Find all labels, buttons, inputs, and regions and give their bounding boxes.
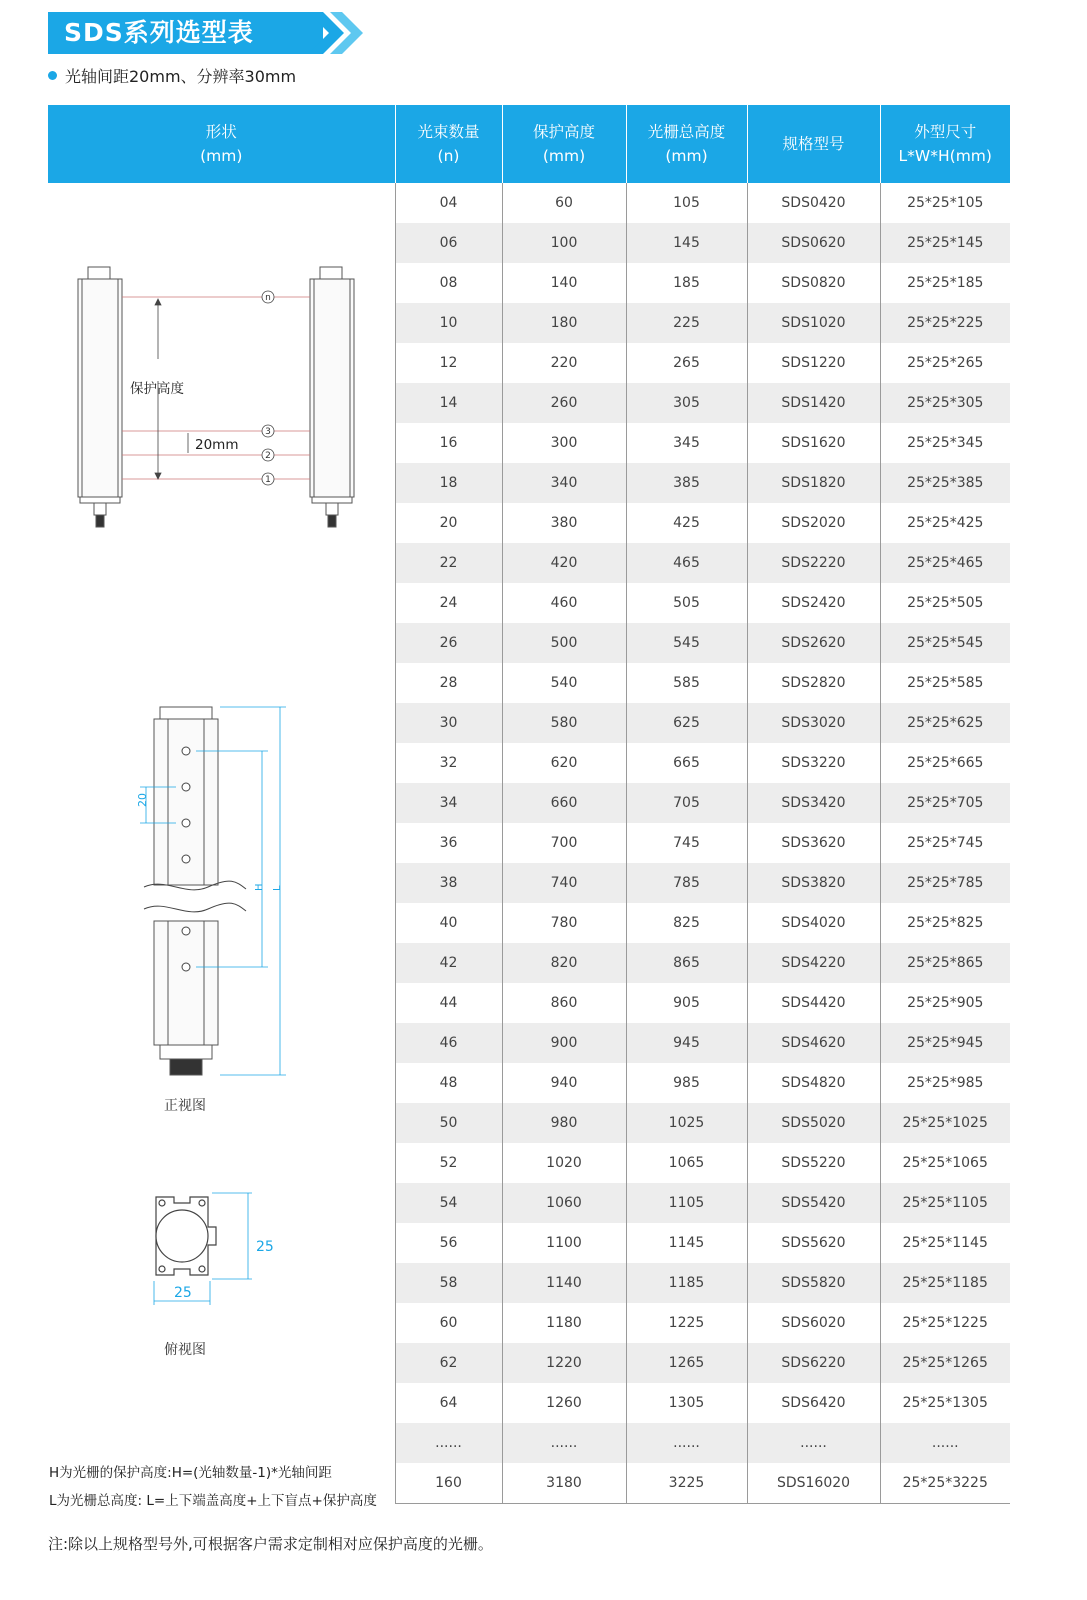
dimensions-cell: 25*25*945 — [880, 1023, 1010, 1063]
dimensions-cell: 25*25*385 — [880, 463, 1010, 503]
total-height-cell: 465 — [626, 543, 747, 583]
beam-count-cell: 40 — [395, 903, 502, 943]
beam-label-2: 2 — [265, 451, 271, 461]
protect-height-cell: 1020 — [502, 1143, 626, 1183]
protect-height-cell: 3180 — [502, 1463, 626, 1504]
top-dim-height: 25 — [256, 1239, 274, 1255]
beam-count-cell: 62 — [395, 1343, 502, 1383]
dimensions-cell: 25*25*1305 — [880, 1383, 1010, 1423]
total-height-cell: 1185 — [626, 1263, 747, 1303]
protect-height-cell: 100 — [502, 223, 626, 263]
protect-height-cell: 460 — [502, 583, 626, 623]
beam-count-cell: 32 — [395, 743, 502, 783]
model-cell: SDS2220 — [747, 543, 880, 583]
model-cell: SDS3820 — [747, 863, 880, 903]
model-cell: SDS5420 — [747, 1183, 880, 1223]
model-cell: SDS3220 — [747, 743, 880, 783]
total-height-cell: 305 — [626, 383, 747, 423]
header-dimensions: 外型尺寸 L*W*H(mm) — [880, 105, 1010, 183]
model-cell: SDS6220 — [747, 1343, 880, 1383]
beam-count-cell: 20 — [395, 503, 502, 543]
model-cell: SDS4420 — [747, 983, 880, 1023]
protect-height-cell: 1180 — [502, 1303, 626, 1343]
protect-height-cell: 140 — [502, 263, 626, 303]
model-cell: SDS1420 — [747, 383, 880, 423]
beam-count-cell: 36 — [395, 823, 502, 863]
model-cell: SDS3620 — [747, 823, 880, 863]
protect-height-cell: 500 — [502, 623, 626, 663]
protect-height-cell: 300 — [502, 423, 626, 463]
beam-count-cell: 42 — [395, 943, 502, 983]
total-height-cell: 105 — [626, 183, 747, 223]
dimensions-cell: 25*25*1265 — [880, 1343, 1010, 1383]
beam-count-cell: 06 — [395, 223, 502, 263]
protect-height-cell: 1260 — [502, 1383, 626, 1423]
total-height-cell: 545 — [626, 623, 747, 663]
beam-count-cell: ...... — [395, 1423, 502, 1463]
total-height-cell: 1265 — [626, 1343, 747, 1383]
total-height-cell: 585 — [626, 663, 747, 703]
dimensions-cell: 25*25*145 — [880, 223, 1010, 263]
total-height-cell: 185 — [626, 263, 747, 303]
total-height-cell: 985 — [626, 1063, 747, 1103]
beam-count-cell: 54 — [395, 1183, 502, 1223]
beam-count-cell: 34 — [395, 783, 502, 823]
front-view-diagram — [136, 699, 336, 1099]
protect-height-cell: 660 — [502, 783, 626, 823]
model-cell: SDS5620 — [747, 1223, 880, 1263]
model-cell: SDS0820 — [747, 263, 880, 303]
total-height-cell: 865 — [626, 943, 747, 983]
protect-height-cell: ...... — [502, 1423, 626, 1463]
total-height-cell: 1145 — [626, 1223, 747, 1263]
protect-height-cell: 420 — [502, 543, 626, 583]
dimensions-cell: 25*25*625 — [880, 703, 1010, 743]
beam-count-cell: 60 — [395, 1303, 502, 1343]
model-cell: SDS4020 — [747, 903, 880, 943]
total-height-cell: 705 — [626, 783, 747, 823]
total-height-cell: 145 — [626, 223, 747, 263]
top-dim-width: 25 — [174, 1285, 192, 1301]
beam-label-1: 1 — [265, 475, 271, 485]
beam-count-cell: 12 — [395, 343, 502, 383]
model-cell: SDS5220 — [747, 1143, 880, 1183]
dimensions-cell: 25*25*585 — [880, 663, 1010, 703]
total-height-cell: 505 — [626, 583, 747, 623]
subtitle-text: 光轴间距20mm、分辨率30mm — [65, 67, 297, 86]
total-height-cell: 1225 — [626, 1303, 747, 1343]
pitch-label: 20mm — [195, 437, 239, 453]
model-cell: SDS1020 — [747, 303, 880, 343]
model-cell: SDS0420 — [747, 183, 880, 223]
model-cell: SDS6420 — [747, 1383, 880, 1423]
dimensions-cell: 25*25*1185 — [880, 1263, 1010, 1303]
dimensions-cell: 25*25*465 — [880, 543, 1010, 583]
total-height-cell: 1305 — [626, 1383, 747, 1423]
subtitle — [48, 64, 296, 87]
model-cell: SDS1820 — [747, 463, 880, 503]
top-view-diagram — [144, 1187, 284, 1321]
shape-cell — [48, 183, 395, 1509]
beam-count-cell: 18 — [395, 463, 502, 503]
protect-height-cell: 380 — [502, 503, 626, 543]
dimensions-cell: 25*25*785 — [880, 863, 1010, 903]
front-l-label: L — [272, 885, 283, 891]
model-cell: SDS1620 — [747, 423, 880, 463]
dimensions-cell: 25*25*745 — [880, 823, 1010, 863]
protect-height-cell: 860 — [502, 983, 626, 1023]
dimensions-cell: 25*25*1225 — [880, 1303, 1010, 1343]
footnote: 注:除以上规格型号外,可根据客户需求定制相对应保护高度的光栅。 — [48, 1535, 493, 1553]
dimensions-cell: 25*25*305 — [880, 383, 1010, 423]
front-view-caption: 正视图 — [164, 1098, 206, 1114]
model-cell: SDS0620 — [747, 223, 880, 263]
model-cell: SDS4820 — [747, 1063, 880, 1103]
model-cell: SDS3420 — [747, 783, 880, 823]
beam-count-cell: 58 — [395, 1263, 502, 1303]
total-height-cell: 825 — [626, 903, 747, 943]
table-row — [48, 183, 1010, 223]
protect-height-cell: 1100 — [502, 1223, 626, 1263]
beam-count-cell: 16 — [395, 423, 502, 463]
model-cell: SDS16020 — [747, 1463, 880, 1504]
beam-count-cell: 14 — [395, 383, 502, 423]
model-cell: SDS6020 — [747, 1303, 880, 1343]
dimensions-cell: 25*25*265 — [880, 343, 1010, 383]
beam-count-cell: 52 — [395, 1143, 502, 1183]
total-height-cell: 665 — [626, 743, 747, 783]
protect-height-cell: 180 — [502, 303, 626, 343]
protect-height-cell: 60 — [502, 183, 626, 223]
model-cell: SDS1220 — [747, 343, 880, 383]
total-height-cell: 225 — [626, 303, 747, 343]
beam-count-cell: 38 — [395, 863, 502, 903]
dimensions-cell: 25*25*345 — [880, 423, 1010, 463]
protect-height-cell: 540 — [502, 663, 626, 703]
protect-height-cell: 980 — [502, 1103, 626, 1143]
front-pitch-label: 20 — [136, 793, 149, 807]
protect-height-cell: 820 — [502, 943, 626, 983]
dimensions-cell: 25*25*505 — [880, 583, 1010, 623]
bullet-icon — [48, 71, 57, 80]
beam-count-cell: 22 — [395, 543, 502, 583]
header-model: 规格型号 — [747, 105, 880, 183]
beam-count-cell: 28 — [395, 663, 502, 703]
model-cell: SDS2620 — [747, 623, 880, 663]
beam-label-3: 3 — [265, 427, 271, 437]
beam-label-n: n — [265, 293, 271, 303]
model-cell: ...... — [747, 1423, 880, 1463]
model-cell: SDS2820 — [747, 663, 880, 703]
total-height-cell: 345 — [626, 423, 747, 463]
top-view-caption: 俯视图 — [164, 1342, 206, 1358]
protect-height-cell: 740 — [502, 863, 626, 903]
beam-count-cell: 30 — [395, 703, 502, 743]
protect-height-cell: 220 — [502, 343, 626, 383]
model-cell: SDS5820 — [747, 1263, 880, 1303]
model-cell: SDS2420 — [747, 583, 880, 623]
header-protect-height: 保护高度 (mm) — [502, 105, 626, 183]
protect-height-cell: 780 — [502, 903, 626, 943]
model-cell: SDS5020 — [747, 1103, 880, 1143]
light-curtain-side-view — [70, 259, 370, 537]
total-height-cell: 785 — [626, 863, 747, 903]
model-cell: SDS3020 — [747, 703, 880, 743]
protect-height-cell: 700 — [502, 823, 626, 863]
total-height-cell: 625 — [626, 703, 747, 743]
page-title: SDS系列选型表 — [64, 18, 254, 47]
dimensions-cell: 25*25*545 — [880, 623, 1010, 663]
l-formula-note: L为光栅总高度: L=上下端盖高度+上下盲点+保护高度 — [49, 1493, 377, 1509]
dimensions-cell: 25*25*905 — [880, 983, 1010, 1023]
beam-count-cell: 04 — [395, 183, 502, 223]
total-height-cell: 1025 — [626, 1103, 747, 1143]
beam-count-cell: 44 — [395, 983, 502, 1023]
dimensions-cell: 25*25*105 — [880, 183, 1010, 223]
protect-height-cell: 580 — [502, 703, 626, 743]
h-formula-note: H为光栅的保护高度:H=(光轴数量-1)*光轴间距 — [49, 1465, 332, 1481]
dimensions-cell: 25*25*3225 — [880, 1463, 1010, 1504]
shape-diagrams — [48, 183, 395, 1509]
beam-count-cell: 56 — [395, 1223, 502, 1263]
protect-height-label: 保护高度 — [130, 381, 184, 397]
total-height-cell: ...... — [626, 1423, 747, 1463]
table-header — [48, 105, 1010, 183]
header-total-height: 光栅总高度 (mm) — [626, 105, 747, 183]
protect-height-cell: 1220 — [502, 1343, 626, 1383]
beam-count-cell: 64 — [395, 1383, 502, 1423]
total-height-cell: 905 — [626, 983, 747, 1023]
beam-count-cell: 10 — [395, 303, 502, 343]
protect-height-cell: 340 — [502, 463, 626, 503]
beam-count-cell: 08 — [395, 263, 502, 303]
dimensions-cell: 25*25*1065 — [880, 1143, 1010, 1183]
beam-count-cell: 50 — [395, 1103, 502, 1143]
beam-count-cell: 160 — [395, 1463, 502, 1504]
spec-table — [48, 105, 1010, 1509]
protect-height-cell: 260 — [502, 383, 626, 423]
total-height-cell: 945 — [626, 1023, 747, 1063]
beam-count-cell: 48 — [395, 1063, 502, 1103]
header-shape: 形状 (mm) — [48, 105, 395, 183]
protect-height-cell: 900 — [502, 1023, 626, 1063]
dimensions-cell: 25*25*1145 — [880, 1223, 1010, 1263]
total-height-cell: 1105 — [626, 1183, 747, 1223]
model-cell: SDS4220 — [747, 943, 880, 983]
header-beam-count: 光束数量 (n) — [395, 105, 502, 183]
total-height-cell: 425 — [626, 503, 747, 543]
dimensions-cell: 25*25*865 — [880, 943, 1010, 983]
dimensions-cell: ...... — [880, 1423, 1010, 1463]
protect-height-cell: 1140 — [502, 1263, 626, 1303]
protect-height-cell: 620 — [502, 743, 626, 783]
dimensions-cell: 25*25*705 — [880, 783, 1010, 823]
beam-count-cell: 26 — [395, 623, 502, 663]
total-height-cell: 745 — [626, 823, 747, 863]
front-h-label: H — [254, 883, 265, 891]
total-height-cell: 3225 — [626, 1463, 747, 1504]
dimensions-cell: 25*25*225 — [880, 303, 1010, 343]
dimensions-cell: 25*25*825 — [880, 903, 1010, 943]
protect-height-cell: 1060 — [502, 1183, 626, 1223]
total-height-cell: 1065 — [626, 1143, 747, 1183]
dimensions-cell: 25*25*185 — [880, 263, 1010, 303]
dimensions-cell: 25*25*425 — [880, 503, 1010, 543]
dimensions-cell: 25*25*1105 — [880, 1183, 1010, 1223]
dimensions-cell: 25*25*985 — [880, 1063, 1010, 1103]
total-height-cell: 385 — [626, 463, 747, 503]
protect-height-cell: 940 — [502, 1063, 626, 1103]
dimensions-cell: 25*25*665 — [880, 743, 1010, 783]
chevron-right-icon — [308, 12, 366, 54]
dimensions-cell: 25*25*1025 — [880, 1103, 1010, 1143]
model-cell: SDS2020 — [747, 503, 880, 543]
total-height-cell: 265 — [626, 343, 747, 383]
model-cell: SDS4620 — [747, 1023, 880, 1063]
beam-count-cell: 46 — [395, 1023, 502, 1063]
beam-count-cell: 24 — [395, 583, 502, 623]
